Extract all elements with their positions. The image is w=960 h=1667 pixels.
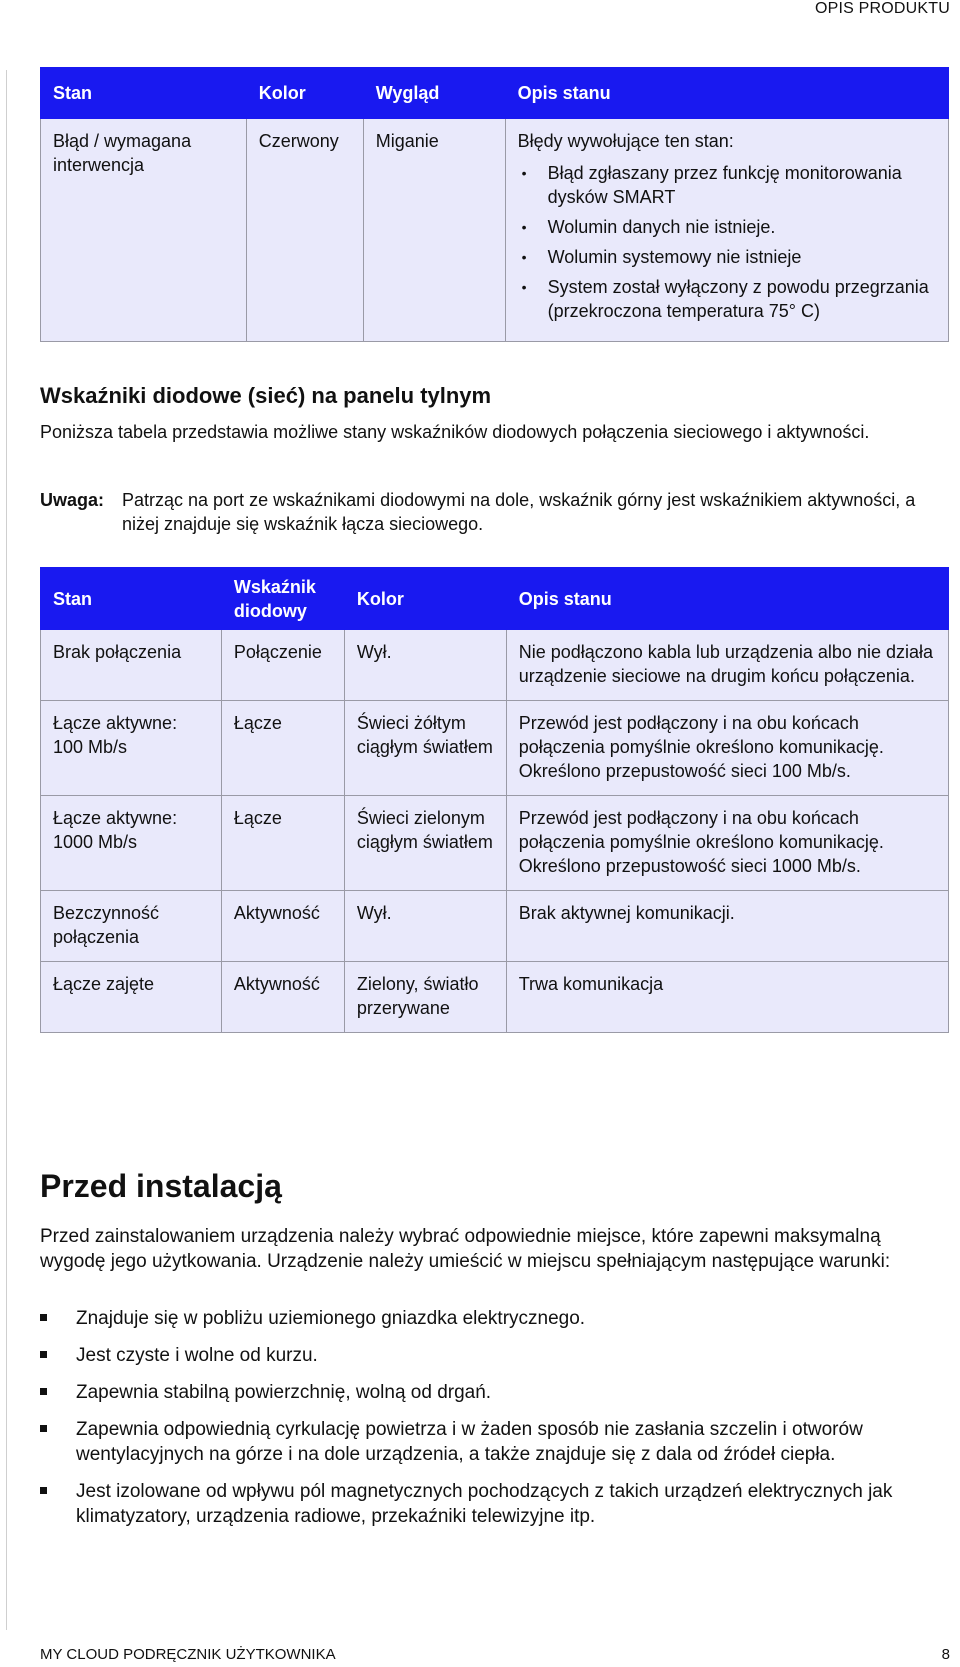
description-intro: Błędy wywołujące ten stan:	[517, 131, 734, 151]
list-item	[518, 245, 936, 269]
square-bullet-icon	[40, 1388, 47, 1395]
column-header: Stan	[41, 68, 247, 119]
note-text: Patrząc na port ze wskaźnikami diodowymi na dole, wskaźnik górny jest wskaźnikiem aktywności, a niżej znajduje się wskaźnik łącza sieciowego.	[122, 490, 916, 534]
square-bullet-icon	[40, 1351, 47, 1358]
column-header: Opis stanu	[506, 568, 948, 630]
list-item-text: System został wyłączony z powodu przegrzania (przekroczona temperatura 75° C)	[547, 277, 929, 321]
list-item	[518, 215, 936, 239]
bullet-icon: •	[521, 219, 527, 235]
footer-manual-title: MY CLOUD PODRĘCZNIK UŻYTKOWNIKA	[40, 1646, 336, 1663]
page-number: 8	[941, 1646, 950, 1663]
list-item-text: Jest izolowane od wpływu pól magnetycznych pochodzących z takich urządzeń elektrycznych jak klimatyzatory, urządzenia radiowe, przekaźniki telewizyjne itp.	[76, 1481, 893, 1527]
description-cell: Brak aktywnej komunikacji.	[506, 891, 948, 962]
state-cell: Brak połączenia	[41, 630, 222, 701]
column-header: Wskaźnik diodowy	[221, 568, 344, 630]
square-bullet-icon	[40, 1425, 47, 1432]
note	[40, 488, 920, 536]
intro-text: Poniższa tabela przedstawia możliwe stany wskaźników diodowych połączenia sieciowego i aktywności.	[40, 422, 870, 442]
color-cell: Wył.	[344, 630, 506, 701]
list-item	[40, 1417, 940, 1467]
led-cell: Łącze	[221, 701, 344, 796]
error-list	[518, 161, 936, 323]
table-header-row	[41, 68, 949, 119]
bullet-icon: •	[521, 165, 527, 181]
list-item	[40, 1306, 940, 1331]
led-cell: Połączenie	[221, 630, 344, 701]
description-cell	[505, 119, 948, 342]
description-cell: Przewód jest podłączony i na obu końcach połączenia pomyślnie określono komunikację. Określono przepustowość sieci 1000 Mb/s.	[506, 796, 948, 891]
list-item-text: Znajduje się w pobliżu uziemionego gniazdka elektrycznego.	[76, 1308, 586, 1329]
network-led-table	[40, 567, 949, 1033]
description-cell: Trwa komunikacja	[506, 962, 948, 1033]
bullet-icon: •	[521, 279, 527, 295]
page-heading: Przed instalacją	[40, 1168, 282, 1204]
led-cell: Łącze	[221, 796, 344, 891]
requirements-list	[40, 1306, 940, 1541]
section-title: Wskaźniki diodowe (sieć) na panelu tylnym	[40, 383, 492, 408]
list-item	[40, 1343, 940, 1368]
description-cell: Nie podłączono kabla lub urządzenia albo nie działa urządzenie sieciowe na drugim końcu połączenia.	[506, 630, 948, 701]
state-cell: Łącze aktywne: 100 Mb/s	[41, 701, 222, 796]
list-item-text: Wolumin systemowy nie istnieje	[547, 247, 802, 267]
square-bullet-icon	[40, 1314, 47, 1321]
color-cell: Świeci żółtym ciągłym światłem	[344, 701, 506, 796]
color-cell: Czerwony	[246, 119, 363, 342]
led-cell: Aktywność	[221, 962, 344, 1033]
margin-rule	[6, 70, 7, 1630]
column-header: Stan	[41, 568, 222, 630]
led-cell: Aktywność	[221, 891, 344, 962]
description-cell: Przewód jest podłączony i na obu końcach połączenia pomyślnie określono komunikację. Określono przepustowość sieci 100 Mb/s.	[506, 701, 948, 796]
table-row	[41, 119, 949, 342]
state-cell: Bezczynność połączenia	[41, 891, 222, 962]
column-header: Kolor	[246, 68, 363, 119]
status-led-table	[40, 67, 949, 342]
state-cell: Łącze zajęte	[41, 962, 222, 1033]
bullet-icon: •	[521, 249, 527, 265]
table-row	[41, 701, 949, 796]
list-item	[518, 275, 936, 323]
square-bullet-icon	[40, 1487, 47, 1494]
list-item-text: Błąd zgłaszany przez funkcję monitorowania dysków SMART	[547, 163, 902, 207]
table-row	[41, 796, 949, 891]
list-item-text: Zapewnia odpowiednią cyrkulację powietrza i w żaden sposób nie zasłania szczelin i otworów wentylacyjnych na górze i na dole urządzenia, a także znajduje się z dala od źródeł ciepła.	[76, 1419, 863, 1465]
list-item-text: Wolumin danych nie istnieje.	[547, 217, 776, 237]
state-cell: Łącze aktywne: 1000 Mb/s	[41, 796, 222, 891]
table-row	[41, 962, 949, 1033]
list-item-text: Jest czyste i wolne od kurzu.	[76, 1345, 318, 1366]
color-cell: Świeci zielonym ciągłym światłem	[344, 796, 506, 891]
look-cell: Miganie	[363, 119, 505, 342]
table-header-row	[41, 568, 949, 630]
column-header: Kolor	[344, 568, 506, 630]
list-item	[40, 1479, 940, 1529]
list-item-text: Zapewnia stabilną powierzchnię, wolną od drgań.	[76, 1382, 492, 1403]
table-row	[41, 630, 949, 701]
list-item	[518, 161, 936, 209]
state-cell: Błąd / wymagana interwencja	[41, 119, 247, 342]
color-cell: Zielony, światło przerywane	[344, 962, 506, 1033]
list-item	[40, 1380, 940, 1405]
column-header: Wygląd	[363, 68, 505, 119]
running-header: OPIS PRODUKTU	[814, 0, 950, 17]
install-paragraph: Przed zainstalowaniem urządzenia należy wybrać odpowiednie miejsce, które zapewni maksymalną wygodę jego użytkowania. Urządzenie należy umieścić w miejscu spełniającym następujące warunki:	[40, 1226, 891, 1272]
column-header: Opis stanu	[505, 68, 948, 119]
table-row	[41, 891, 949, 962]
note-label: Uwaga:	[40, 490, 105, 510]
color-cell: Wył.	[344, 891, 506, 962]
